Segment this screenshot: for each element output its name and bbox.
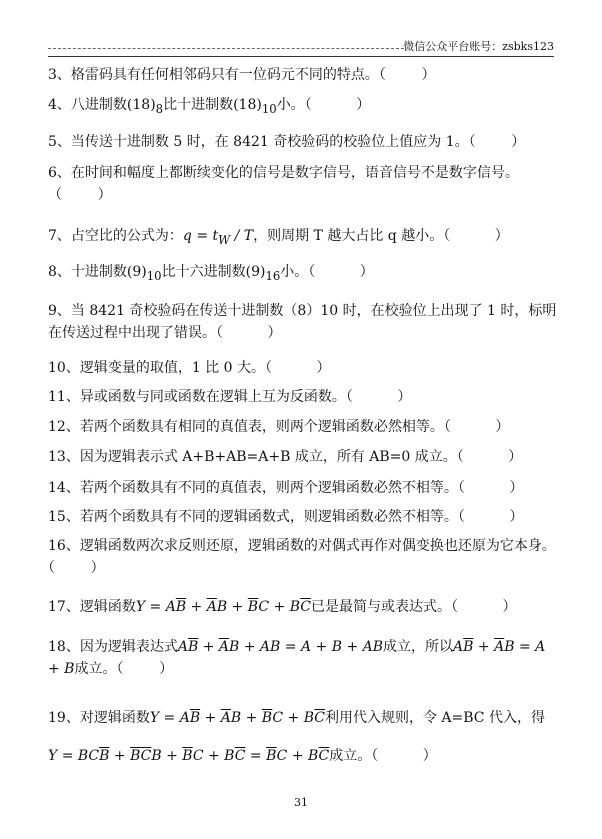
q18-expression-2: $A\overline{B} + \overline{A}B = A + B$ xyxy=(48,639,546,677)
question-5: 5、当传送十进制数 5 时，在 8421 奇校验码的校验位上值应为 1。（ ） xyxy=(48,134,526,150)
q18-expression-1: $A\overline{B} + \overline{A}B$ + AB = A + B + AB xyxy=(177,639,384,655)
question-11: 11、异或函数与同或函数在逻辑上互为反函数。（ ） xyxy=(48,389,412,405)
question-12: 12、若两个函数具有相同的真值表，则两个逻辑函数必然相等。（ ） xyxy=(48,419,510,435)
header-account: 微信公众平台账号：zsbks123 xyxy=(403,40,554,53)
question-13: 13、因为逻辑表示式 A+B+AB=A+B 成立，所有 AB=0 成立。（ ） xyxy=(48,449,523,465)
question-10: 10、逻辑变量的取值，1 比 0 大。（ ） xyxy=(48,360,331,376)
question-7: 7、占空比的公式为：$q = t_W / T$，则周期 T 越大占比 q 越小。（ ） xyxy=(48,228,509,247)
question-3: 3、格雷码具有任何相邻码只有一位码元不同的特点。（ ） xyxy=(48,67,436,83)
page-header xyxy=(48,38,554,57)
question-4: 4、八进制数$(18)_8$比十进制数$(18)_{10}$小。（ ） xyxy=(48,97,371,116)
page-number: 31 xyxy=(294,796,308,809)
question-18: 18、因为逻辑表达式$A\overline{B} + \overline{A}B$ + AB = A + B + AB成立，所以$A\overline{B} + \overline{A}B = A + B$成立。（ ） xyxy=(48,639,546,677)
question-19: 19、对逻辑函数$Y = A\overline{B} + \overline{A}B + \overline{B}C + B\overline{C}$利用代入规则，令 A=BC 代入，得 xyxy=(48,710,545,726)
question-19-result: $Y = BC\overline{B} + \overline{BC}B + \overline{B}C + B\overline{C} = \overline{B}C + B\overline{C}$成立。（ ） xyxy=(48,748,437,764)
question-6-text: 6、在时间和幅度上都断续变化的信号是数字信号，语音信号不是数字信号。 xyxy=(48,165,519,181)
question-16: 16、逻辑函数两次求反则还原，逻辑函数的对偶式再作对偶变换也还原为它本身。（ ） xyxy=(48,538,556,576)
question-14: 14、若两个函数具有不同的真值表，则两个逻辑函数必然不相等。（ ） xyxy=(48,480,524,496)
header-dashed-rule xyxy=(48,48,404,49)
duty-cycle-formula: $q = t_W / T$ xyxy=(182,228,254,247)
question-3-text: 3、格雷码具有任何相邻码只有一位码元不同的特点。 xyxy=(48,67,379,83)
question-8: 8、十进制数$(9)_{10}$比十六进制数$(9)_{16}$小。（ ） xyxy=(48,264,374,283)
question-5-text: 5、当传送十进制数 5 时，在 8421 奇校验码的校验位上值应为 1。 xyxy=(48,134,469,150)
q19-expression: $Y = A\overline{B} + \overline{A}B + \overline{B}C + B\overline{C}$ xyxy=(149,710,325,726)
question-6: 6、在时间和幅度上都断续变化的信号是数字信号，语音信号不是数字信号。 （ ） xyxy=(48,165,519,203)
question-9-text: 9、当 8421 奇校验码在传送十进制数（8）10 时，在校验位上出现了 1 时，标明在传送过程中出现了错误。 xyxy=(48,303,557,341)
q17-expression: $Y = A\overline{B} + \overline{A}B + \overline{B}C + B\overline{C}$ xyxy=(135,599,311,615)
question-15: 15、若两个函数具有不同的逻辑函数式，则逻辑函数必然不相等。（ ） xyxy=(48,509,524,525)
question-17: 17、逻辑函数$Y = A\overline{B} + \overline{A}B + \overline{B}C + B\overline{C}$已是最简与或表达式。（ ） xyxy=(48,599,517,615)
question-9: 9、当 8421 奇校验码在传送十进制数（8）10 时，在校验位上出现了 1 时，标明在传送过程中出现了错误。（ ） xyxy=(48,303,557,341)
q19-result-expression: $Y = BC\overline{B} + \overline{BC}B + \overline{B}C + B\overline{C} = \overline{B}C + B\overline{C}$ xyxy=(48,748,330,764)
